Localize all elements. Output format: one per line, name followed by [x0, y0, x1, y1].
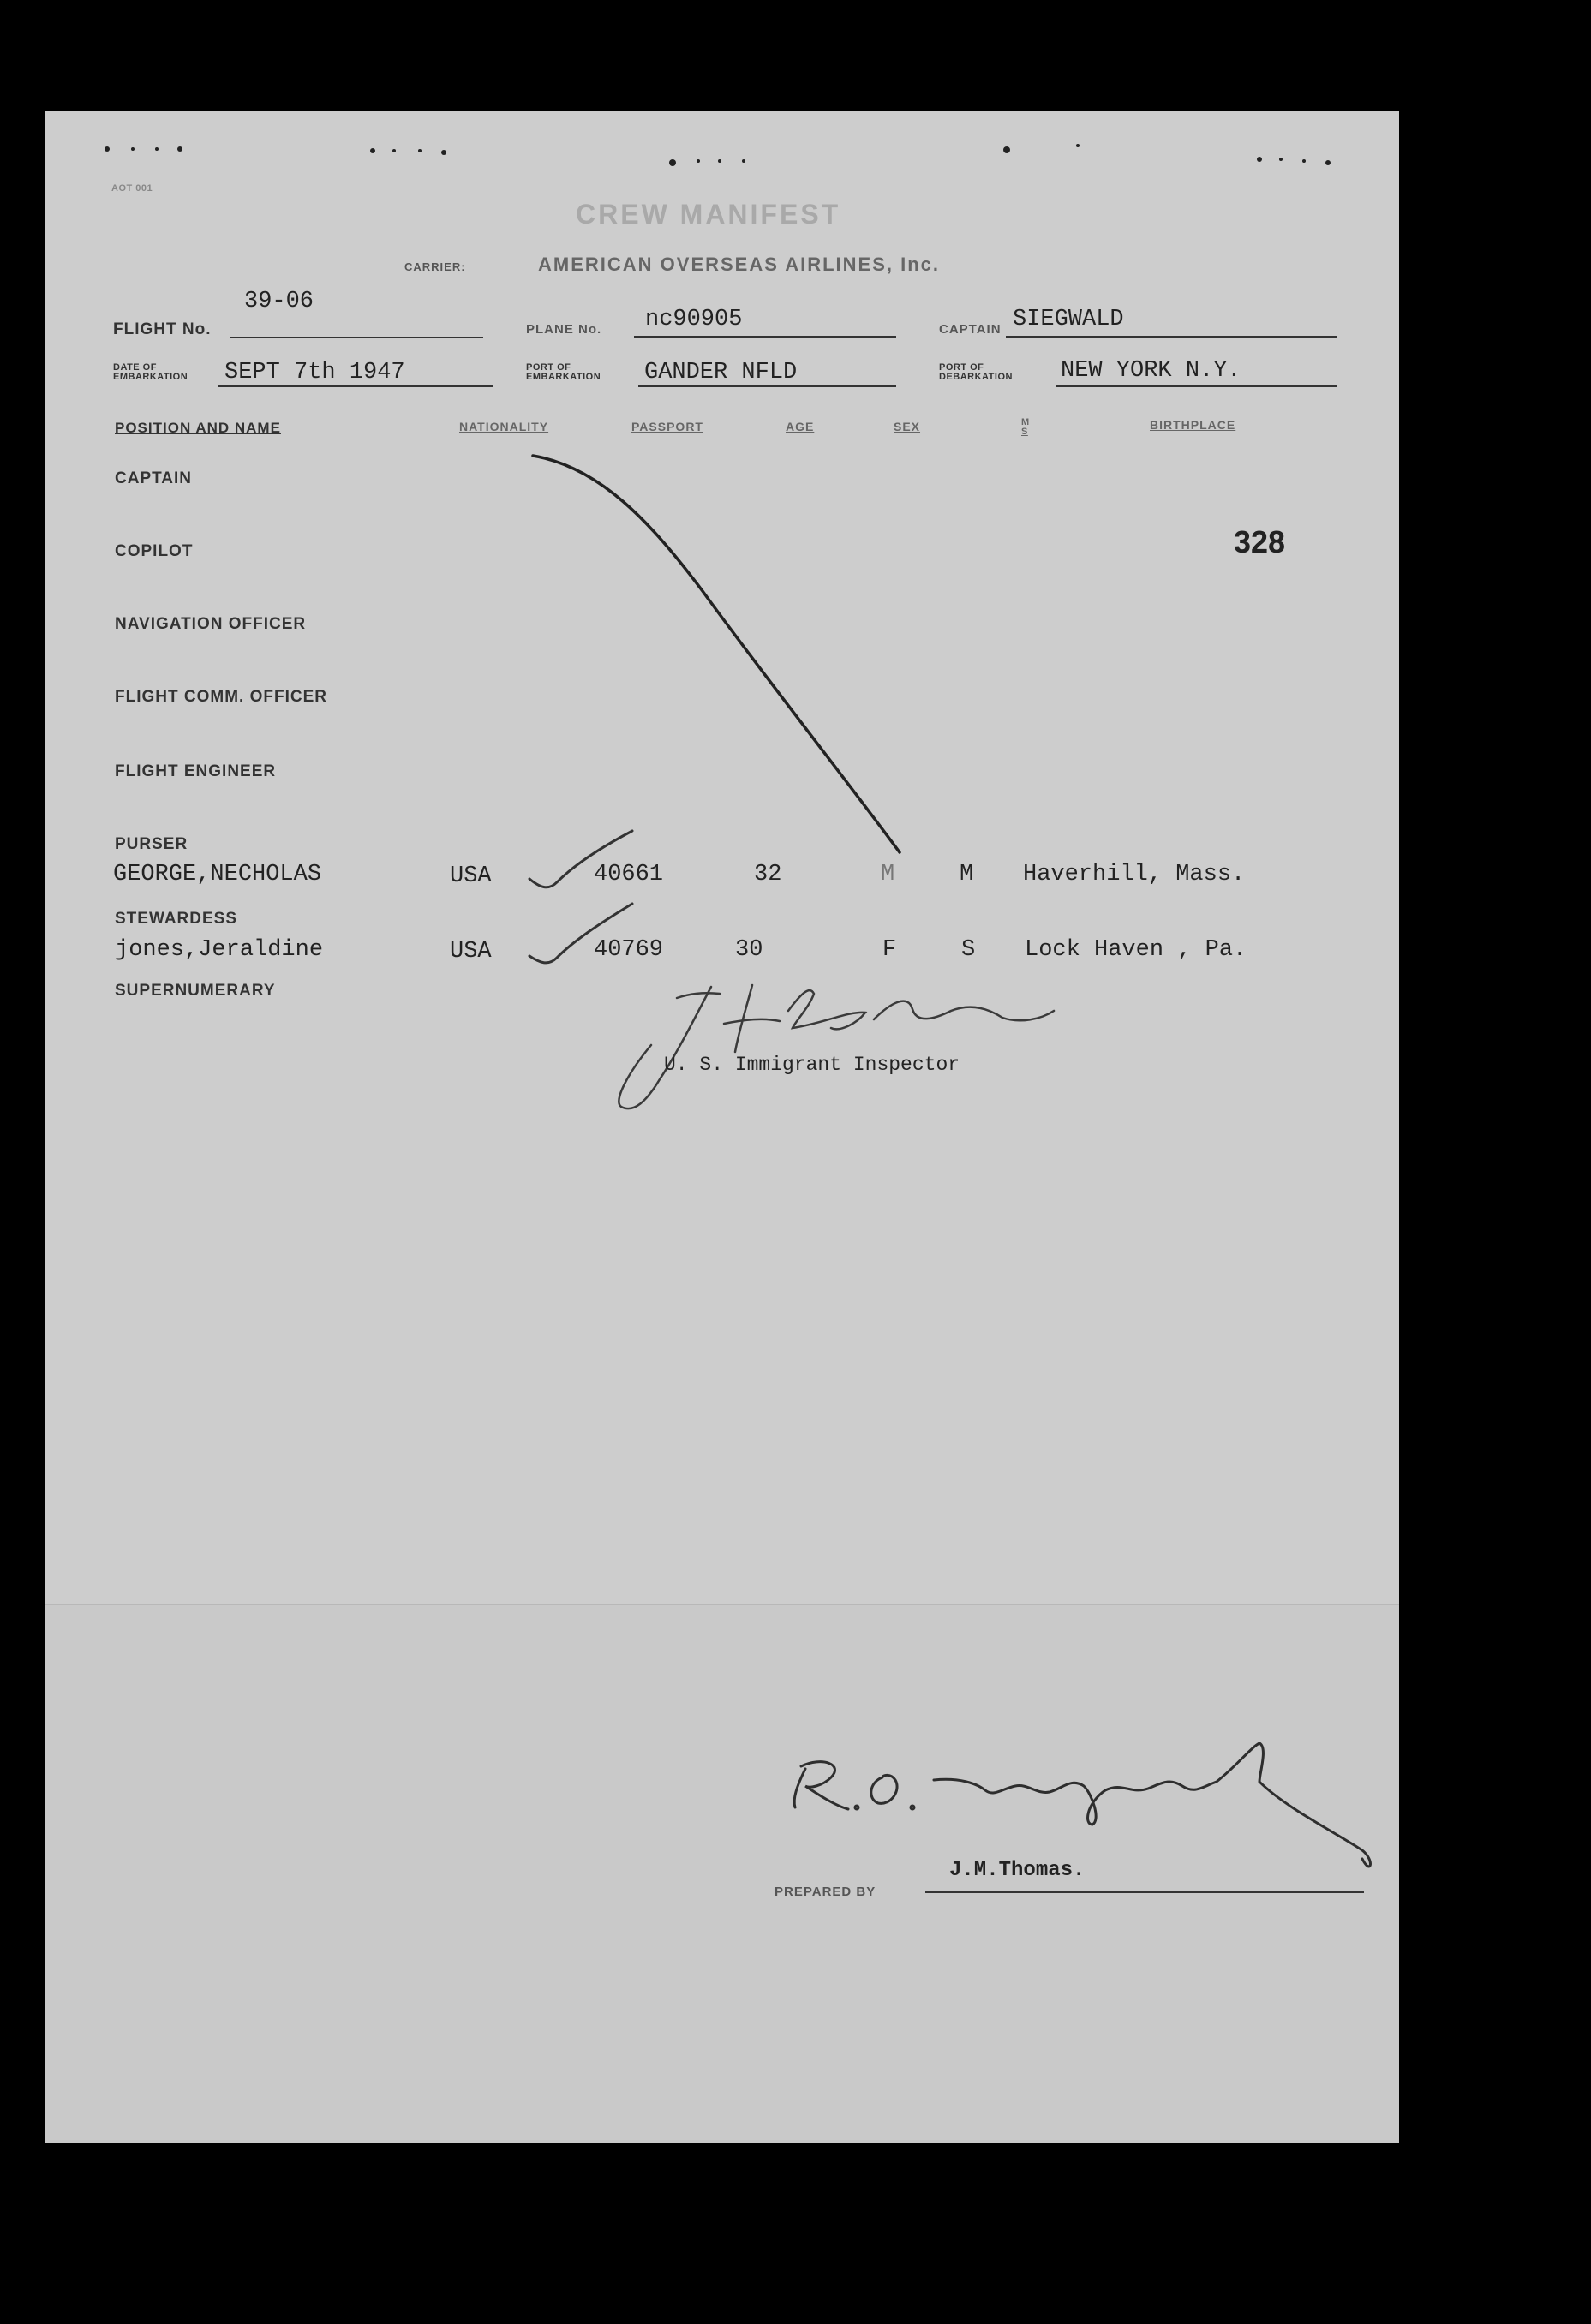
column-passport: PASSPORT — [631, 420, 703, 433]
plane-number-value: nc90905 — [645, 307, 743, 332]
plane-number-label: PLANE No. — [526, 322, 602, 337]
carrier-name: AMERICAN OVERSEAS AIRLINES, Inc. — [538, 254, 941, 275]
embarkation-date-value: SEPT 7th 1947 — [224, 360, 405, 385]
carrier-label: CARRIER: — [404, 260, 466, 273]
position-flight-comm-officer: FLIGHT COMM. OFFICER — [115, 688, 327, 706]
prepared-by-label: PREPARED BY — [775, 1885, 876, 1899]
column-nationality: NATIONALITY — [459, 420, 549, 433]
crew-row-2-passport: 40769 — [594, 937, 664, 963]
flight-number-label: FLIGHT No. — [113, 320, 212, 338]
crew-row-1-age: 32 — [754, 862, 782, 887]
crew-row-2-sex: F — [882, 937, 897, 963]
column-position-name: POSITION AND NAME — [115, 420, 281, 436]
column-birthplace: BIRTHPLACE — [1150, 418, 1236, 432]
crew-row-1-passport: 40661 — [594, 862, 664, 887]
form-title: CREW MANIFEST — [576, 199, 841, 230]
captain-label: CAPTAIN — [939, 322, 1002, 337]
position-flight-engineer: FLIGHT ENGINEER — [115, 762, 277, 780]
port-embarkation-value: GANDER NFLD — [644, 360, 798, 385]
port-debarkation-label: PORT OF DEBARKATION — [939, 362, 1013, 382]
position-captain: CAPTAIN — [115, 469, 193, 487]
page-number: 328 — [1234, 524, 1286, 559]
position-navigation-officer: NAVIGATION OFFICER — [115, 615, 307, 633]
crew-row-1-birthplace: Haverhill, Mass. — [1023, 862, 1246, 887]
flight-number-value: 39-06 — [244, 289, 314, 314]
crew-row-1-sex: M — [881, 862, 895, 887]
crew-row-2-name: jones,Jeraldine — [115, 937, 324, 963]
position-stewardess: STEWARDESS — [115, 910, 238, 928]
column-marital-status: M S — [1021, 417, 1030, 437]
form-code: AOT 001 — [111, 183, 153, 194]
crew-row-1-name: GEORGE,NECHOLAS — [113, 862, 322, 887]
position-copilot: COPILOT — [115, 542, 194, 560]
port-embarkation-label: PORT OF EMBARKATION — [526, 362, 601, 382]
prepared-by-value: J.M.Thomas. — [949, 1859, 1086, 1882]
column-age: AGE — [786, 420, 815, 433]
column-sex: SEX — [894, 420, 921, 433]
crew-row-1-marital: M — [960, 862, 974, 887]
prepared-by-line — [925, 1891, 1364, 1893]
port-debarkation-value: NEW YORK N.Y. — [1061, 358, 1241, 384]
crew-row-2-birthplace: Lock Haven , Pa. — [1025, 937, 1247, 963]
inspector-title: U. S. Immigrant Inspector — [664, 1054, 960, 1076]
date-label: DATE OF EMBARKATION — [113, 362, 188, 382]
crew-row-2-marital: S — [961, 937, 976, 963]
crew-row-1-nationality: USA — [450, 863, 492, 889]
crew-row-2-age: 30 — [735, 937, 763, 963]
crew-row-2-nationality: USA — [450, 939, 492, 965]
captain-value: SIEGWALD — [1013, 307, 1124, 332]
position-supernumerary: SUPERNUMERARY — [115, 982, 276, 1000]
position-purser: PURSER — [115, 835, 188, 853]
